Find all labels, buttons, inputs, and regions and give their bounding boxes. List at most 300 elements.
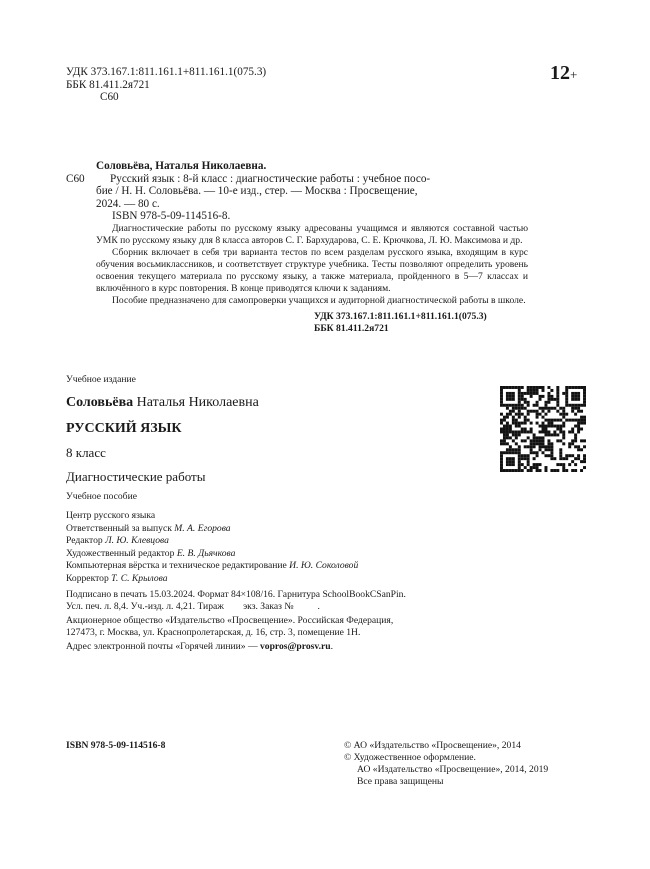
age-rating [550, 62, 577, 85]
qr-module [544, 407, 547, 410]
qr-module [536, 389, 539, 392]
qr-module [583, 419, 586, 422]
qr-module [527, 389, 530, 392]
qr-module [518, 448, 521, 451]
qr-module [518, 386, 521, 389]
email-link[interactable]: vopros@prosv.ru [259, 641, 331, 652]
qr-module [542, 428, 545, 431]
qr-module [547, 439, 550, 442]
qr-module [506, 425, 509, 428]
qr-module [565, 419, 568, 422]
qr-module [568, 442, 571, 445]
qr-module [547, 386, 550, 389]
qr-module [577, 407, 580, 410]
credit-5 [66, 573, 606, 586]
abstract-p1: Диагностические работы по русскому языку адресованы учащимся и являются составной частью УМК по русскому языку для 8 класса авторов С. Г. Бархударова, С. Е. Крючкова, Л. Ю. Максимова и др. [96, 222, 528, 246]
qr-module [533, 404, 536, 407]
qr-module [562, 410, 565, 413]
qr-module [533, 392, 536, 395]
qr-module [583, 401, 586, 404]
email-end: . [330, 641, 334, 652]
qr-module [539, 430, 542, 433]
credit-4 [66, 560, 606, 573]
qr-module [544, 430, 547, 433]
qr-module [580, 410, 583, 413]
qr-module [521, 469, 524, 472]
qr-module [542, 425, 545, 428]
qr-module [524, 439, 527, 442]
qr-module [571, 395, 574, 398]
qr-module [568, 430, 571, 433]
qr-module [562, 425, 565, 428]
qr-module [580, 460, 583, 463]
qr-module [518, 416, 521, 419]
qr-module [518, 457, 521, 460]
qr-module [577, 448, 580, 451]
book-type: Учебное пособие [66, 491, 137, 502]
qr-module [550, 419, 553, 422]
qr-module [539, 442, 542, 445]
qr-module [565, 404, 568, 407]
credit-name: Т. С. Крылова [111, 572, 168, 584]
qr-module [556, 404, 559, 407]
qr-module [547, 410, 550, 413]
qr-module [521, 430, 524, 433]
qr-module [539, 407, 542, 410]
qr-module [512, 469, 515, 472]
qr-module [571, 410, 574, 413]
qr-module [580, 439, 583, 442]
qr-module [518, 392, 521, 395]
qr-module [542, 386, 545, 389]
qr-module [583, 457, 586, 460]
credit-role: Художественный редактор [66, 547, 177, 559]
qr-module [500, 419, 503, 422]
qr-module [509, 398, 512, 401]
qr-module [550, 407, 553, 410]
qr-module [518, 430, 521, 433]
qr-module [565, 386, 568, 389]
qr-module [562, 416, 565, 419]
qr-module [574, 425, 577, 428]
qr-module [574, 436, 577, 439]
qr-module [577, 398, 580, 401]
qr-module [500, 398, 503, 401]
qr-module [583, 466, 586, 469]
qr-module [503, 428, 506, 431]
qr-module [509, 463, 512, 466]
qr-module [506, 460, 509, 463]
qr-module [577, 425, 580, 428]
qr-module [550, 451, 553, 454]
grade: 8 класс [66, 445, 106, 460]
qr-module [515, 407, 518, 410]
qr-module [559, 425, 562, 428]
credit-1 [66, 523, 606, 536]
qr-module [571, 442, 574, 445]
qr-module [518, 466, 521, 469]
qr-module [500, 395, 503, 398]
qr-module [574, 445, 577, 448]
qr-module [556, 410, 559, 413]
qr-module [506, 398, 509, 401]
qr-module [568, 419, 571, 422]
qr-module [536, 442, 539, 445]
qr-module [524, 430, 527, 433]
qr-module [559, 407, 562, 410]
qr-module [536, 410, 539, 413]
abstract-p3: Пособие предназначено для самопроверки учащихся и аудиторной диагностической работы в школе. [112, 294, 526, 306]
qr-module [536, 422, 539, 425]
qr-module [521, 392, 524, 395]
qr-module [571, 419, 574, 422]
credit-role: Компьютерная вёрстка и техническое редактирование [66, 560, 290, 571]
qr-module [500, 463, 503, 466]
qr-module [530, 445, 533, 448]
qr-module [565, 454, 568, 457]
qr-module [530, 410, 533, 413]
qr-module [577, 422, 580, 425]
qr-module [500, 451, 503, 454]
qr-module [530, 422, 533, 425]
qr-module [568, 386, 571, 389]
qr-module [530, 439, 533, 442]
qr-module [533, 442, 536, 445]
qr-module [506, 407, 509, 410]
qr-module [580, 419, 583, 422]
qr-module [521, 463, 524, 466]
qr-module [506, 448, 509, 451]
qr-module [544, 454, 547, 457]
qr-module [547, 398, 550, 401]
qr-module [547, 445, 550, 448]
abstract-p2: Сборник включает в себя три варианта тестов по всем разделам русского языка, входящим в курс обучения восьмиклассников, и соответствует структуре учебника. Тесты позволяют определить уровень освоения текущего материала по русскому языку, а также материала, пройденного в 5—7 классах и включённого в курс повторения. В конце приводятся ключи к заданиям. [96, 246, 528, 294]
qr-module [536, 451, 539, 454]
print-info-2: Усл. печ. л. 8,4. Уч.-изд. л. 4,21. Тираж экз. Заказ № . [66, 601, 320, 612]
qr-module [527, 413, 530, 416]
qr-module [583, 389, 586, 392]
qr-module [518, 413, 521, 416]
qr-module [512, 430, 515, 433]
qr-module [524, 428, 527, 431]
header-codes [66, 66, 266, 104]
qr-module [562, 430, 565, 433]
qr-module [571, 439, 574, 442]
qr-module [518, 425, 521, 428]
qr-module [547, 422, 550, 425]
qr-module [542, 389, 545, 392]
qr-module [580, 416, 583, 419]
qr-module [521, 428, 524, 431]
qr-module [574, 392, 577, 395]
copyright-3: АО «Издательство «Просвещение», 2014, 2019 [357, 764, 549, 775]
qr-module [544, 404, 547, 407]
qr-module [544, 466, 547, 469]
qr-module [512, 463, 515, 466]
qr-module [518, 395, 521, 398]
qr-module [512, 398, 515, 401]
author-name: Наталья Николаевна [136, 395, 259, 410]
credit-name: Е. В. Дьячкова [176, 547, 236, 559]
qr-module [506, 430, 509, 433]
qr-module [553, 433, 556, 436]
qr-module [533, 457, 536, 460]
qr-module [562, 392, 565, 395]
footer-isbn: ISBN 978-5-09-114516-8 [66, 740, 166, 751]
qr-module [536, 463, 539, 466]
qr-module [550, 469, 553, 472]
print-info-1: Подписано в печать 15.03.2024. Формат 84×108/16. Гарнитура SchoolBookCSanPin. [66, 589, 406, 600]
qr-module [512, 460, 515, 463]
qr-module [500, 401, 503, 404]
qr-module [553, 425, 556, 428]
qr-module [518, 451, 521, 454]
qr-module [553, 469, 556, 472]
qr-module [518, 410, 521, 413]
qr-module [544, 413, 547, 416]
qr-module [562, 413, 565, 416]
qr-module [515, 436, 518, 439]
age-value: 12 [550, 62, 570, 84]
qr-module [542, 422, 545, 425]
qr-module [527, 404, 530, 407]
qr-module [518, 422, 521, 425]
qr-module [524, 454, 527, 457]
qr-module [533, 433, 536, 436]
qr-module [509, 436, 512, 439]
qr-module [547, 395, 550, 398]
qr-module [518, 389, 521, 392]
qr-module [550, 389, 553, 392]
qr-module [542, 439, 545, 442]
qr-module [583, 395, 586, 398]
qr-module [509, 410, 512, 413]
qr-module [500, 404, 503, 407]
qr-module [577, 457, 580, 460]
qr-module [527, 457, 530, 460]
qr-module [503, 416, 506, 419]
abstract-udk: УДК 373.167.1:811.161.1+811.161.1(075.3) [314, 310, 487, 322]
qr-module [562, 422, 565, 425]
biblio-isbn: ISBN 978-5-09-114516-8. [112, 210, 231, 223]
qr-module [539, 425, 542, 428]
qr-module [574, 386, 577, 389]
biblio-line1: Русский язык : 8-й класс : диагностические работы : учебное посо- [110, 172, 431, 185]
qr-module [521, 439, 524, 442]
qr-module [500, 386, 503, 389]
qr-module [527, 454, 530, 457]
qr-module [500, 389, 503, 392]
qr-module [542, 451, 545, 454]
qr-module [559, 448, 562, 451]
qr-module [565, 457, 568, 460]
qr-module [512, 386, 515, 389]
qr-module [550, 425, 553, 428]
qr-module [500, 439, 503, 442]
qr-module [530, 430, 533, 433]
qr-module [544, 433, 547, 436]
qr-module [503, 430, 506, 433]
qr-module [506, 457, 509, 460]
qr-module [542, 395, 545, 398]
qr-module [539, 386, 542, 389]
qr-module [515, 386, 518, 389]
qr-module [518, 460, 521, 463]
qr-module [550, 448, 553, 451]
qr-module [527, 401, 530, 404]
qr-module [577, 454, 580, 457]
qr-module [583, 398, 586, 401]
qr-module [533, 386, 536, 389]
qr-module [530, 428, 533, 431]
qr-module [556, 419, 559, 422]
qr-module [547, 454, 550, 457]
qr-module [503, 442, 506, 445]
qr-module [503, 404, 506, 407]
email-line [66, 641, 606, 653]
qr-module [559, 413, 562, 416]
qr-module [509, 460, 512, 463]
qr-module [533, 439, 536, 442]
qr-module [577, 392, 580, 395]
qr-module [574, 407, 577, 410]
qr-module [536, 386, 539, 389]
email-label: Адрес электронной почты «Горячей линии» — [66, 641, 260, 652]
qr-module [556, 386, 559, 389]
qr-module [536, 401, 539, 404]
qr-module [574, 433, 577, 436]
qr-module [506, 413, 509, 416]
qr-module [547, 430, 550, 433]
qr-module [550, 395, 553, 398]
qr-module [536, 416, 539, 419]
qr-module [509, 445, 512, 448]
qr-module [580, 469, 583, 472]
qr-module [512, 404, 515, 407]
qr-module [524, 466, 527, 469]
author-surname: Соловьёва [66, 395, 134, 410]
qr-module [583, 422, 586, 425]
qr-module [550, 433, 553, 436]
qr-module [518, 404, 521, 407]
qr-module [583, 416, 586, 419]
qr-module [506, 404, 509, 407]
qr-module [559, 454, 562, 457]
qr-module [509, 425, 512, 428]
qr-module [515, 413, 518, 416]
qr-module [515, 433, 518, 436]
qr-module [518, 469, 521, 472]
qr-module [571, 469, 574, 472]
qr-module [530, 469, 533, 472]
qr-module [536, 436, 539, 439]
qr-module [527, 419, 530, 422]
qr-module [521, 457, 524, 460]
qr-module [515, 404, 518, 407]
qr-module [524, 419, 527, 422]
credit-role: Центр русского языка [66, 510, 156, 521]
qr-module [536, 454, 539, 457]
qr-module [565, 392, 568, 395]
qr-module [562, 407, 565, 410]
qr-module [509, 469, 512, 472]
qr-module [565, 398, 568, 401]
qr-module [574, 404, 577, 407]
qr-module [530, 392, 533, 395]
abstract-bbk: ББК 81.411.2я721 [314, 322, 389, 334]
qr-module [509, 404, 512, 407]
qr-module [530, 448, 533, 451]
biblio-line2: бие / Н. Н. Соловьёва. — 10-е изд., стер. — Москва : Просвещение, [96, 185, 418, 198]
qr-module [536, 413, 539, 416]
qr-module [509, 392, 512, 395]
qr-module [509, 451, 512, 454]
qr-module [509, 457, 512, 460]
qr-module [542, 442, 545, 445]
qr-module [539, 436, 542, 439]
qr-module [512, 439, 515, 442]
qr-module [524, 445, 527, 448]
qr-module [506, 469, 509, 472]
qr-module [574, 395, 577, 398]
qr-module [568, 404, 571, 407]
qr-module [559, 439, 562, 442]
qr-module [506, 451, 509, 454]
qr-module [559, 430, 562, 433]
qr-module [559, 457, 562, 460]
qr-module [562, 466, 565, 469]
qr-module [553, 457, 556, 460]
qr-module [544, 448, 547, 451]
qr-module [503, 439, 506, 442]
qr-module [550, 442, 553, 445]
qr-module [547, 392, 550, 395]
qr-module [503, 436, 506, 439]
qr-module [506, 428, 509, 431]
qr-module [547, 425, 550, 428]
qr-module [580, 422, 583, 425]
qr-module [562, 469, 565, 472]
qr-module [527, 469, 530, 472]
qr-module [503, 469, 506, 472]
qr-module [583, 439, 586, 442]
qr-module [583, 386, 586, 389]
qr-module [536, 439, 539, 442]
qr-module [574, 463, 577, 466]
qr-module [577, 430, 580, 433]
qr-module [580, 428, 583, 431]
qr-module [515, 469, 518, 472]
credit-role: Редактор [66, 535, 106, 546]
qr-module [583, 404, 586, 407]
qr-module [512, 392, 515, 395]
qr-module [580, 448, 583, 451]
qr-module [547, 419, 550, 422]
qr-module [550, 454, 553, 457]
qr-module [562, 433, 565, 436]
qr-module [577, 419, 580, 422]
qr-module [518, 401, 521, 404]
qr-module [568, 454, 571, 457]
qr-module [524, 416, 527, 419]
qr-module [521, 407, 524, 410]
qr-module [530, 386, 533, 389]
qr-module [530, 389, 533, 392]
qr-module [512, 410, 515, 413]
copyright-1: © АО «Издательство «Просвещение», 2014 [344, 740, 521, 751]
qr-module [521, 398, 524, 401]
qr-module [577, 428, 580, 431]
